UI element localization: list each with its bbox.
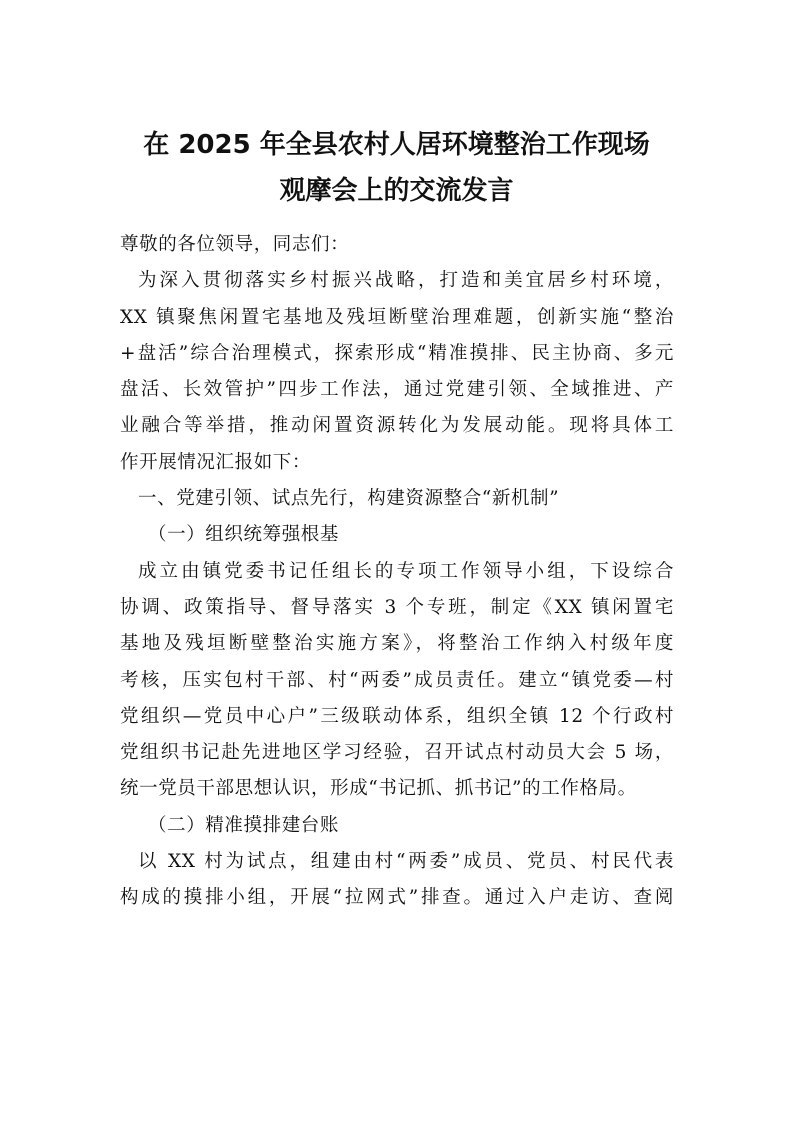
- intro-paragraph: [120, 263, 674, 481]
- paragraph-line: 为深入贯彻落实乡村振兴战略，打造和美宜居乡村环境，: [138, 270, 674, 292]
- paragraph-line: 业融合等举措，推动闲置资源转化为发展动能。现将具体工: [120, 415, 674, 437]
- document-title-line-1: 在 2025 年全县农村人居环境整治工作现场: [143, 130, 650, 160]
- body-paragraph-2: [120, 844, 674, 917]
- salutation-line: 尊敬的各位领导，同志们：: [120, 234, 350, 255]
- salutation: [120, 227, 674, 263]
- paragraph-line: 构成的摸排小组，开展“拉网式”排查。通过入户走访、查阅: [120, 887, 674, 909]
- section-heading-text: 一、党建引领、试点先行，构建资源整合“新机制”: [138, 488, 560, 510]
- paragraph-line: 成立由镇党委书记任组长的专项工作领导小组，下设综合: [138, 560, 674, 582]
- paragraph-line: 统一党员干部思想认识，形成“书记抓、抓书记”的工作格局。: [120, 778, 637, 800]
- subsection-heading-text: （二）精准摸排建台账: [148, 814, 340, 836]
- paragraph-line: 考核，压实包村干部、村“两委”成员责任。建立“镇党委—村: [120, 669, 674, 691]
- paragraph-line: 协调、政策指导、督导落实 3 个专班，制定《XX 镇闲置宅: [120, 596, 674, 618]
- subsection-heading-text: （一）组织统筹强根基: [148, 524, 340, 546]
- document-title-line-2: 观摩会上的交流发言: [279, 176, 514, 206]
- paragraph-line: XX 镇聚焦闲置宅基地及残垣断壁治理难题，创新实施“整治: [120, 306, 674, 328]
- paragraph-line: 以 XX 村为试点，组建由村“两委”成员、党员、村民代表: [138, 851, 674, 873]
- section-heading-1: [120, 481, 674, 517]
- paragraph-line: 党组织书记赴先进地区学习经验，召开试点村动员大会 5 场，: [120, 742, 674, 764]
- paragraph-line: 党组织—党员中心户”三级联动体系，组织全镇 12 个行政村: [120, 705, 674, 727]
- subsection-heading-1: [120, 517, 674, 553]
- paragraph-line: +盘活”综合治理模式，探索形成“精准摸排、民主协商、多元: [120, 342, 674, 364]
- body-paragraph-1: [120, 554, 674, 808]
- paragraph-line: 基地及残垣断壁整治实施方案》，将整治工作纳入村级年度: [120, 633, 674, 655]
- paragraph-line: 作开展情况汇报如下：: [120, 451, 312, 473]
- subsection-heading-2: [120, 808, 674, 844]
- document-body: [120, 227, 674, 917]
- paragraph-line: 盘活、长效管护”四步工作法，通过党建引领、全域推进、产: [120, 379, 674, 401]
